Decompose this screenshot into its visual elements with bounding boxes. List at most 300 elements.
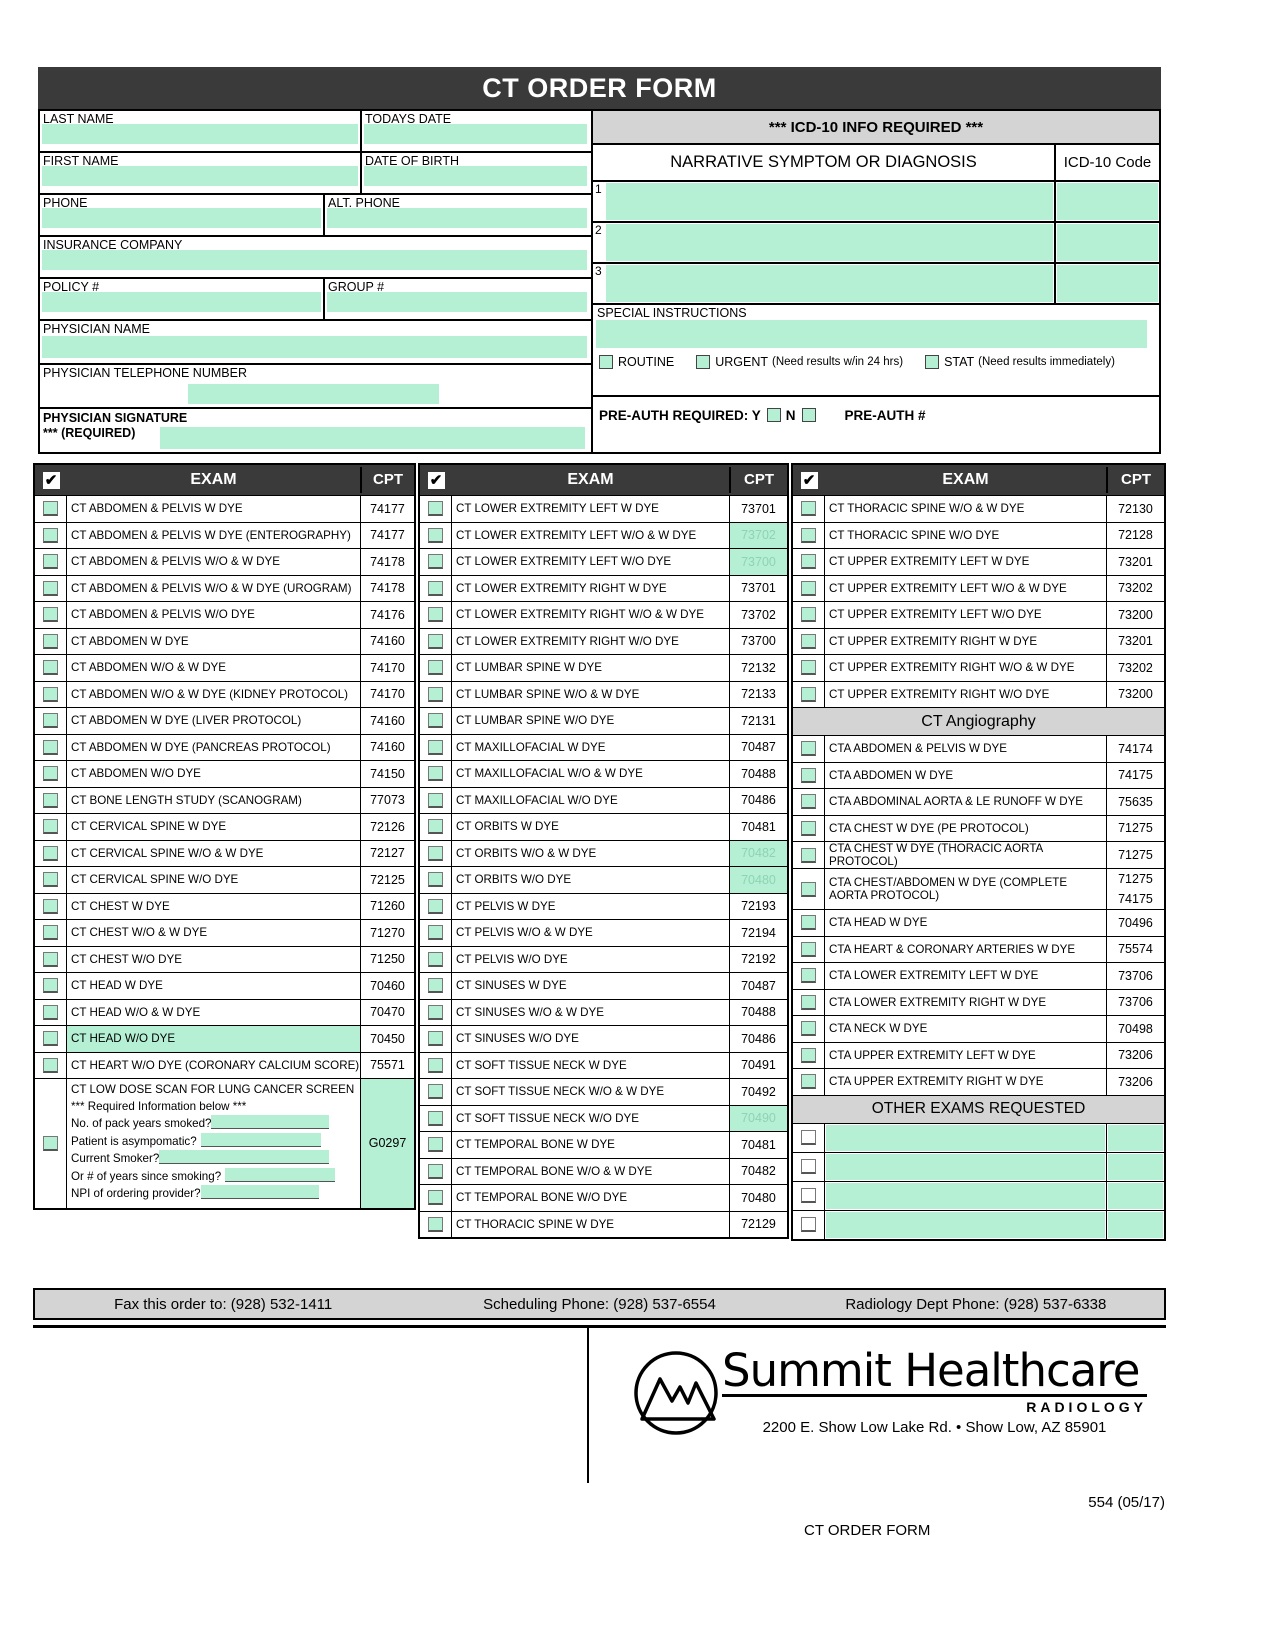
group-cell[interactable] [323, 279, 589, 319]
table-row[interactable] [35, 760, 414, 787]
table-row[interactable] [35, 946, 414, 973]
table-row[interactable] [420, 1052, 787, 1079]
other-exam-checkbox-cell[interactable] [793, 1211, 825, 1239]
exam-checkbox[interactable] [428, 1111, 443, 1126]
table-row[interactable] [420, 919, 787, 946]
table-row[interactable] [420, 1105, 787, 1132]
exam-checkbox-cell[interactable] [420, 973, 452, 999]
exam-checkbox-cell[interactable] [420, 814, 452, 840]
table-row[interactable] [420, 681, 787, 708]
table-row[interactable] [420, 1078, 787, 1105]
table-row[interactable] [793, 909, 1164, 936]
table-row[interactable] [793, 815, 1164, 842]
exam-checkbox[interactable] [428, 899, 443, 914]
exam-checkbox-cell[interactable] [420, 1132, 452, 1158]
first-name-cell[interactable] [40, 153, 360, 193]
exam-checkbox[interactable] [43, 581, 58, 596]
exam-checkbox[interactable] [428, 925, 443, 940]
table-row[interactable] [420, 1184, 787, 1211]
table-row[interactable] [420, 1131, 787, 1158]
other-exam-checkbox[interactable] [801, 1188, 816, 1203]
exam-checkbox[interactable] [428, 1190, 443, 1205]
exam-checkbox-cell[interactable] [420, 920, 452, 946]
exam-checkbox-cell[interactable] [420, 1026, 452, 1052]
exam-checkbox-cell[interactable] [420, 761, 452, 787]
other-exam-cpt-cell[interactable] [1106, 1124, 1164, 1152]
exam-checkbox-cell[interactable] [793, 816, 825, 842]
exam-checkbox-cell[interactable] [420, 1000, 452, 1026]
exam-checkbox-cell[interactable] [793, 1016, 825, 1042]
exam-checkbox-cell[interactable] [35, 947, 67, 973]
table-row[interactable] [793, 788, 1164, 815]
lung-screen-row [35, 1078, 414, 1208]
exam-checkbox[interactable] [43, 501, 58, 516]
table-row[interactable] [420, 813, 787, 840]
exam-checkbox-cell[interactable] [35, 576, 67, 602]
exam-checkbox[interactable] [428, 1164, 443, 1179]
table-row[interactable] [793, 522, 1164, 549]
other-exam-input[interactable] [826, 1183, 1105, 1209]
exam-checkbox[interactable] [428, 978, 443, 993]
table-row[interactable] [420, 893, 787, 920]
table-row[interactable] [420, 999, 787, 1026]
table-row[interactable] [420, 548, 787, 575]
exam-checkbox-cell[interactable] [420, 682, 452, 708]
exam-checkbox[interactable] [428, 634, 443, 649]
exam-checkbox-cell[interactable] [420, 576, 452, 602]
table-row[interactable] [35, 575, 414, 602]
table-row[interactable] [420, 1211, 787, 1238]
exam-checkbox[interactable] [801, 915, 816, 930]
table-row[interactable] [793, 1042, 1164, 1069]
icd-narrative-cell-1[interactable] [605, 182, 1054, 221]
other-exam-checkbox[interactable] [801, 1159, 816, 1174]
table-row[interactable] [420, 760, 787, 787]
exam-checkbox[interactable] [428, 793, 443, 808]
table-row[interactable] [35, 866, 414, 893]
exam-checkbox[interactable] [43, 554, 58, 569]
exam-checkbox-cell[interactable] [420, 549, 452, 575]
table-row[interactable] [793, 681, 1164, 708]
exam-checkbox[interactable] [428, 554, 443, 569]
table-row[interactable] [793, 762, 1164, 789]
exam-checkbox[interactable] [801, 848, 816, 863]
table-row[interactable] [35, 734, 414, 761]
table-row[interactable] [35, 548, 414, 575]
exam-checkbox-cell[interactable] [793, 549, 825, 575]
exam-checkbox[interactable] [43, 1031, 58, 1046]
exam-checkbox-cell[interactable] [793, 869, 825, 909]
exam-checkbox-cell[interactable] [35, 973, 67, 999]
other-exam-checkbox-cell[interactable] [793, 1182, 825, 1210]
other-exam-row[interactable] [793, 1181, 1164, 1210]
table-row[interactable] [793, 936, 1164, 963]
exam-cpt: 70487 [729, 735, 787, 761]
exam-checkbox-cell[interactable] [793, 763, 825, 789]
icd-narrative-input-3[interactable] [606, 265, 1053, 302]
exam-checkbox-cell[interactable] [35, 894, 67, 920]
table-row[interactable] [793, 628, 1164, 655]
policy-cell[interactable] [40, 279, 323, 319]
exam-checkbox-cell[interactable] [420, 1079, 452, 1105]
exam-checkbox[interactable] [43, 634, 58, 649]
table-row[interactable] [793, 575, 1164, 602]
other-exam-cpt-input[interactable] [1108, 1125, 1163, 1151]
table-row[interactable] [420, 866, 787, 893]
phone-input[interactable] [42, 208, 321, 228]
table-row[interactable] [420, 1158, 787, 1185]
table-row[interactable] [420, 575, 787, 602]
other-exam-cpt-cell[interactable] [1106, 1182, 1164, 1210]
exam-header-3: EXAM [942, 471, 989, 488]
lung-q4-input[interactable] [225, 1168, 335, 1182]
first-name-input[interactable] [42, 166, 358, 186]
exam-checkbox-cell[interactable] [35, 682, 67, 708]
exam-checkbox[interactable] [801, 942, 816, 957]
lung-screen-checkbox-cell[interactable] [35, 1079, 67, 1208]
exam-checkbox-cell[interactable] [35, 549, 67, 575]
special-instructions-input[interactable] [596, 320, 1147, 348]
lung-q3-input[interactable] [159, 1150, 329, 1164]
table-row[interactable] [420, 495, 787, 522]
lung-screen-checkbox[interactable] [43, 1136, 58, 1151]
exam-checkbox-cell[interactable] [420, 602, 452, 628]
exam-checkbox-cell[interactable] [420, 867, 452, 893]
exam-checkbox[interactable] [43, 607, 58, 622]
exam-checkbox[interactable] [428, 1217, 443, 1232]
exam-checkbox[interactable] [801, 821, 816, 836]
exam-checkbox[interactable] [43, 740, 58, 755]
exam-checkbox-cell[interactable] [793, 629, 825, 655]
table-row[interactable] [35, 681, 414, 708]
table-row[interactable] [420, 787, 787, 814]
table-row[interactable] [35, 1025, 414, 1052]
table-row[interactable] [420, 654, 787, 681]
physician-name-cell[interactable] [40, 321, 589, 363]
exam-checkbox[interactable] [801, 607, 816, 622]
exam-checkbox[interactable] [43, 978, 58, 993]
icd-code-cell-3[interactable] [1054, 264, 1159, 303]
exam-checkbox[interactable] [428, 687, 443, 702]
exam-checkbox-cell[interactable] [793, 523, 825, 549]
physician-phone-input[interactable] [188, 384, 439, 404]
table-row[interactable] [420, 522, 787, 549]
table-row[interactable] [793, 735, 1164, 762]
other-exam-cpt-cell[interactable] [1106, 1211, 1164, 1239]
exam-checkbox-cell[interactable] [420, 523, 452, 549]
table-row[interactable] [35, 813, 414, 840]
other-exam-name-cell[interactable] [825, 1124, 1106, 1152]
todays-date-input[interactable] [364, 124, 587, 144]
insurance-input[interactable] [42, 250, 587, 270]
exam-checkbox-cell[interactable] [420, 894, 452, 920]
icd-code-input-2[interactable] [1057, 224, 1158, 261]
exam-checkbox[interactable] [428, 740, 443, 755]
lung-q1-input[interactable] [211, 1115, 329, 1129]
policy-input[interactable] [42, 292, 321, 312]
group-label: GROUP # [328, 280, 385, 294]
exam-checkbox[interactable] [801, 581, 816, 596]
table-row[interactable] [35, 654, 414, 681]
exam-checkbox-cell[interactable] [420, 1053, 452, 1079]
exam-checkbox-cell[interactable] [35, 814, 67, 840]
exam-checkbox-cell[interactable] [793, 842, 825, 868]
check-column-header-2 [420, 472, 452, 489]
table-row[interactable] [35, 893, 414, 920]
exam-checkbox[interactable] [43, 846, 58, 861]
exam-checkbox-cell[interactable] [793, 990, 825, 1016]
icd-code-input-1[interactable] [1057, 183, 1158, 220]
exam-checkbox[interactable] [43, 528, 58, 543]
group-input[interactable] [327, 292, 587, 312]
table-row[interactable] [793, 1015, 1164, 1042]
preauth-no-checkbox[interactable] [802, 408, 816, 422]
other-exam-input[interactable] [826, 1154, 1105, 1180]
other-exam-checkbox[interactable] [801, 1217, 816, 1232]
exam-checkbox[interactable] [801, 1074, 816, 1089]
icd-code-input-3[interactable] [1057, 265, 1158, 302]
other-exam-row[interactable] [793, 1123, 1164, 1152]
table-row[interactable] [35, 522, 414, 549]
exam-checkbox[interactable] [801, 995, 816, 1010]
exam-checkbox[interactable] [428, 1031, 443, 1046]
exam-checkbox-cell[interactable] [420, 841, 452, 867]
exam-checkbox-cell[interactable] [793, 655, 825, 681]
exam-checkbox[interactable] [43, 687, 58, 702]
exam-checkbox[interactable] [801, 634, 816, 649]
exam-checkbox-cell[interactable] [35, 867, 67, 893]
ct-angiography-band: CT Angiography [793, 707, 1164, 735]
table-row[interactable] [420, 1025, 787, 1052]
exam-checkbox[interactable] [43, 925, 58, 940]
exam-checkbox-cell[interactable] [35, 735, 67, 761]
exam-checkbox[interactable] [801, 687, 816, 702]
exam-checkbox-cell[interactable] [35, 761, 67, 787]
exam-name: CT SOFT TISSUE NECK W/O DYE [456, 1111, 639, 1125]
preauth-yes-checkbox[interactable] [767, 408, 781, 422]
exam-checkbox-cell[interactable] [35, 496, 67, 522]
other-exam-cpt-input[interactable] [1108, 1183, 1163, 1209]
table-row[interactable] [420, 601, 787, 628]
exam-checkbox-cell[interactable] [420, 947, 452, 973]
exam-checkbox[interactable] [801, 741, 816, 756]
exam-checkbox-cell[interactable] [35, 602, 67, 628]
other-exam-checkbox-cell[interactable] [793, 1124, 825, 1152]
exam-checkbox[interactable] [428, 1137, 443, 1152]
exam-checkbox[interactable] [43, 793, 58, 808]
icd-code-cell-1[interactable] [1054, 182, 1159, 221]
exam-checkbox-cell[interactable] [420, 1212, 452, 1238]
table-row[interactable] [793, 601, 1164, 628]
icd-code-cell-2[interactable] [1054, 223, 1159, 262]
exam-checkbox[interactable] [428, 846, 443, 861]
table-row[interactable] [420, 840, 787, 867]
table-row[interactable] [35, 919, 414, 946]
other-exam-name-cell[interactable] [825, 1211, 1106, 1239]
exam-checkbox-cell[interactable] [420, 1159, 452, 1185]
exam-checkbox[interactable] [43, 872, 58, 887]
alt-phone-input[interactable] [327, 208, 587, 228]
exam-checkbox-cell[interactable] [793, 576, 825, 602]
icd-narrative-cell-2[interactable] [605, 223, 1054, 262]
exam-checkbox[interactable] [801, 660, 816, 675]
stat-checkbox[interactable] [925, 355, 939, 369]
exam-checkbox[interactable] [43, 899, 58, 914]
other-exam-cpt-cell[interactable] [1106, 1153, 1164, 1181]
exam-checkbox-cell[interactable] [35, 1000, 67, 1026]
phone-cell[interactable] [40, 195, 323, 235]
exam-checkbox[interactable] [43, 819, 58, 834]
table-row[interactable] [793, 962, 1164, 989]
exam-checkbox-cell[interactable] [35, 1053, 67, 1079]
other-exam-cpt-input[interactable] [1108, 1212, 1163, 1238]
exam-checkbox[interactable] [428, 501, 443, 516]
other-exam-input[interactable] [826, 1125, 1105, 1151]
exam-checkbox[interactable] [428, 1084, 443, 1099]
exam-checkbox[interactable] [428, 581, 443, 596]
table-row[interactable] [35, 787, 414, 814]
table-row[interactable] [793, 548, 1164, 575]
table-row[interactable] [35, 495, 414, 522]
exam-checkbox[interactable] [801, 528, 816, 543]
exam-checkbox[interactable] [801, 554, 816, 569]
signature-line-2: *** (REQUIRED) [43, 426, 136, 440]
exam-checkbox[interactable] [43, 766, 58, 781]
last-name-input[interactable] [42, 124, 358, 144]
exam-checkbox-cell[interactable] [420, 1106, 452, 1132]
routine-checkbox[interactable] [599, 355, 613, 369]
exam-checkbox[interactable] [801, 882, 816, 897]
exam-checkbox[interactable] [43, 660, 58, 675]
physician-phone-cell[interactable] [40, 365, 589, 407]
exam-checkbox-cell[interactable] [793, 937, 825, 963]
exam-checkbox-cell[interactable] [420, 735, 452, 761]
other-exam-name-cell[interactable] [825, 1182, 1106, 1210]
table-row[interactable] [793, 654, 1164, 681]
exam-checkbox-cell[interactable] [420, 629, 452, 655]
exam-checkbox-cell[interactable] [420, 655, 452, 681]
exam-checkbox[interactable] [428, 1005, 443, 1020]
exam-checkbox-cell[interactable] [793, 496, 825, 522]
table-row[interactable] [35, 707, 414, 734]
table-row[interactable] [35, 840, 414, 867]
exam-checkbox[interactable] [43, 713, 58, 728]
table-row[interactable] [793, 868, 1164, 909]
alt-phone-cell[interactable] [323, 195, 589, 235]
todays-date-cell[interactable] [360, 111, 589, 151]
exam-checkbox-cell[interactable] [793, 963, 825, 989]
exam-checkbox[interactable] [428, 952, 443, 967]
exam-checkbox-cell[interactable] [793, 1043, 825, 1069]
exam-checkbox-cell[interactable] [793, 789, 825, 815]
exam-checkbox[interactable] [428, 713, 443, 728]
table-row[interactable] [793, 841, 1164, 868]
exam-checkbox-cell[interactable] [35, 708, 67, 734]
exam-name: CT LOWER EXTREMITY LEFT W DYE [456, 502, 659, 516]
icd-narrative-input-1[interactable] [606, 183, 1053, 220]
exam-checkbox-cell[interactable] [420, 496, 452, 522]
exam-checkbox-cell[interactable] [35, 920, 67, 946]
other-exam-row[interactable] [793, 1210, 1164, 1239]
physician-name-input[interactable] [42, 336, 587, 358]
physician-signature-cell[interactable] [40, 409, 589, 451]
exam-checkbox-cell[interactable] [420, 708, 452, 734]
exam-checkbox-cell[interactable] [793, 910, 825, 936]
exam-checkbox[interactable] [43, 952, 58, 967]
table-row[interactable] [35, 1052, 414, 1079]
table-row[interactable] [35, 999, 414, 1026]
exam-checkbox[interactable] [801, 1021, 816, 1036]
exam-checkbox[interactable] [43, 1058, 58, 1073]
table-row[interactable] [793, 495, 1164, 522]
table-row[interactable] [420, 734, 787, 761]
exam-checkbox[interactable] [428, 607, 443, 622]
table-row[interactable] [420, 707, 787, 734]
exam-checkbox[interactable] [801, 501, 816, 516]
other-exam-input[interactable] [826, 1212, 1105, 1238]
exam-checkbox[interactable] [43, 1005, 58, 1020]
exam-checkbox[interactable] [801, 968, 816, 983]
table-row[interactable] [35, 601, 414, 628]
exam-checkbox[interactable] [428, 766, 443, 781]
other-exam-checkbox[interactable] [801, 1130, 816, 1145]
icd-narrative-cell-3[interactable] [605, 264, 1054, 303]
exam-checkbox-cell[interactable] [35, 841, 67, 867]
exam-checkbox-cell[interactable] [793, 602, 825, 628]
last-name-cell[interactable] [40, 111, 360, 151]
table-row[interactable] [35, 628, 414, 655]
exam-checkbox[interactable] [801, 794, 816, 809]
physician-signature-input[interactable] [160, 427, 585, 449]
dob-cell[interactable] [360, 153, 589, 193]
table-row[interactable] [793, 1068, 1164, 1095]
exam-checkbox[interactable] [428, 819, 443, 834]
dob-input[interactable] [364, 166, 587, 186]
exam-checkbox[interactable] [428, 1058, 443, 1073]
exam-checkbox[interactable] [428, 660, 443, 675]
exam-checkbox-cell[interactable] [35, 788, 67, 814]
exam-checkbox[interactable] [801, 1048, 816, 1063]
exam-checkbox-cell[interactable] [420, 788, 452, 814]
table-row[interactable] [420, 946, 787, 973]
table-row[interactable] [35, 972, 414, 999]
lung-q2-input[interactable] [201, 1133, 321, 1147]
other-exam-cpt-input[interactable] [1108, 1154, 1163, 1180]
other-exam-name-cell[interactable] [825, 1153, 1106, 1181]
exam-checkbox[interactable] [801, 768, 816, 783]
table-row[interactable] [420, 628, 787, 655]
exam-checkbox-cell[interactable] [793, 682, 825, 708]
exam-checkbox-cell[interactable] [35, 629, 67, 655]
exam-checkbox-cell[interactable] [35, 1026, 67, 1052]
other-exam-checkbox-cell[interactable] [793, 1153, 825, 1181]
exam-checkbox[interactable] [428, 872, 443, 887]
exam-checkbox-cell[interactable] [793, 736, 825, 762]
table-row[interactable] [420, 972, 787, 999]
exam-name: CT MAXILLOFACIAL W DYE [456, 740, 606, 754]
exam-checkbox-cell[interactable] [35, 523, 67, 549]
table-row[interactable] [793, 989, 1164, 1016]
insurance-cell[interactable] [40, 237, 589, 277]
lung-q5-input[interactable] [201, 1185, 319, 1199]
other-exam-row[interactable] [793, 1152, 1164, 1181]
exam-checkbox-cell[interactable] [35, 655, 67, 681]
icd-narrative-input-2[interactable] [606, 224, 1053, 261]
urgent-checkbox[interactable] [696, 355, 710, 369]
exam-checkbox[interactable] [428, 528, 443, 543]
exam-checkbox-cell[interactable] [793, 1069, 825, 1095]
exam-checkbox-cell[interactable] [420, 1185, 452, 1211]
